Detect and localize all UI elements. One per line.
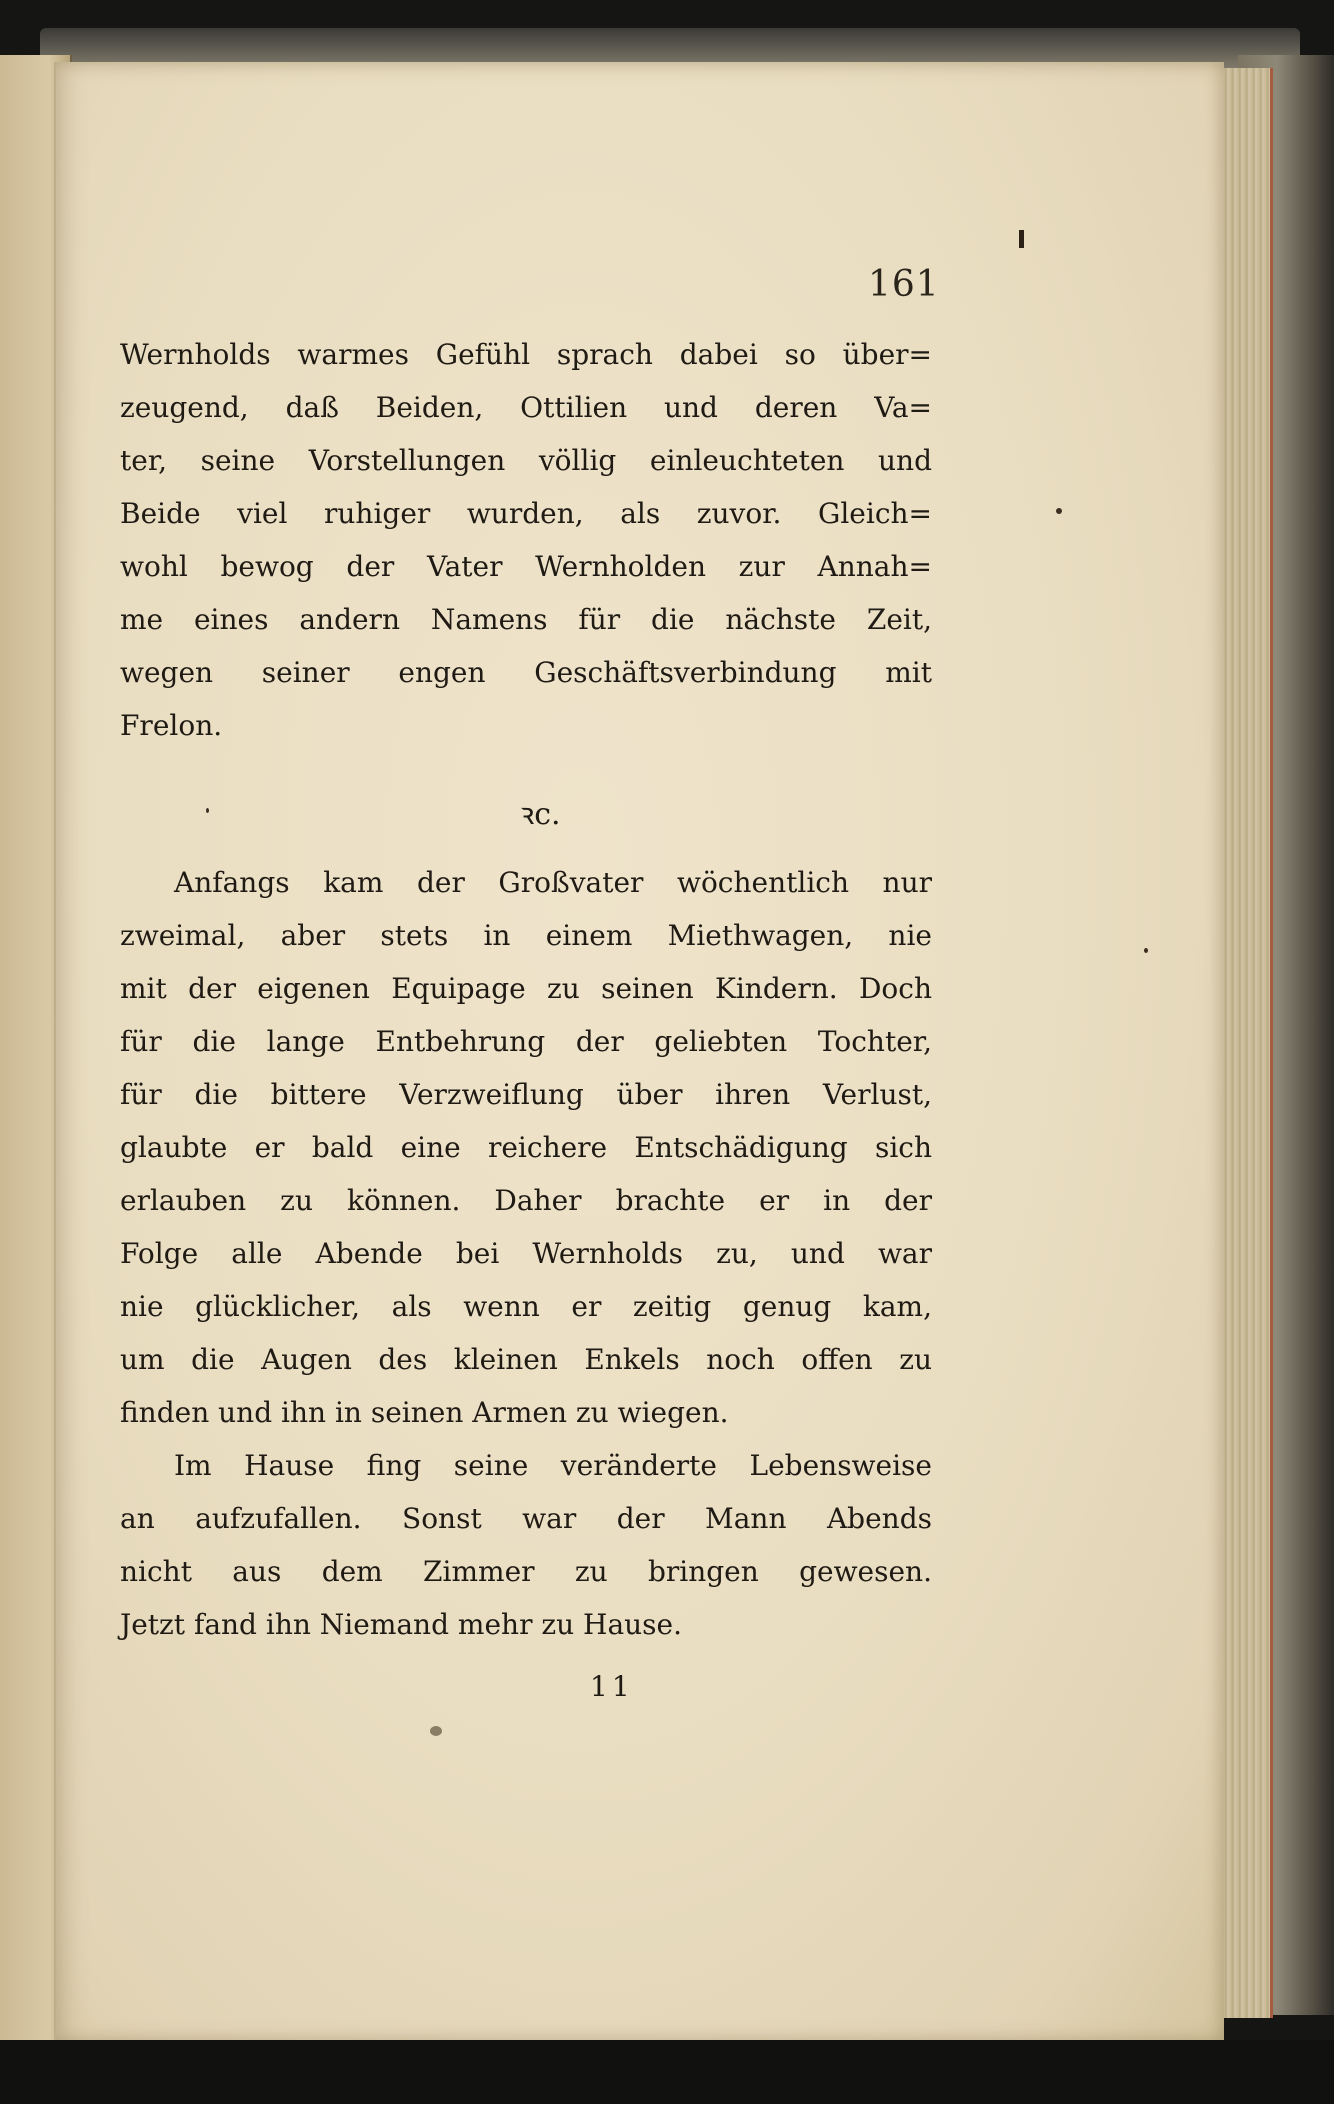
text-line: an aufzufallen. Sonst war der Mann Abends [120,1502,932,1535]
text-line: für die lange Entbehrung der geliebten Tochter, [120,1025,932,1058]
ink-speck [1144,948,1148,953]
text-line: Wernholds warmes Gefühl sprach dabei so über= [120,338,932,371]
page-number: 161 [868,264,940,305]
text-line: erlauben zu können. Daher brachte er in der [120,1184,932,1217]
text-line: mit der eigenen Equipage zu seinen Kindern. Doch [120,972,932,1005]
ink-mark [1019,230,1024,248]
ink-stain [430,1726,442,1736]
text-line: ter, seine Vorstellungen völlig einleuchteten und [120,444,932,477]
section-mark: ꝛc. [520,797,561,832]
text-line: Folge alle Abende bei Wernholds zu, und war [120,1237,932,1270]
text-line: nicht aus dem Zimmer zu bringen gewesen. [120,1555,932,1588]
text-line: Anfangs kam der Großvater wöchentlich nur [174,866,932,899]
text-line: glaubte er bald eine reichere Entschädigung sich [120,1131,932,1164]
text-line: wohl bewog der Vater Wernholden zur Annah= [120,550,932,583]
text-line: wegen seiner engen Geschäftsverbindung mit [120,656,932,689]
text-line: finden und ihn in seinen Armen zu wiegen. [120,1396,729,1429]
text-line: um die Augen des kleinen Enkels noch offen zu [120,1343,932,1376]
text-line: Frelon. [120,709,223,742]
page-text [120,328,932,1651]
text-line: me eines andern Namens für die nächste Zeit, [120,603,932,636]
signature-mark: 11 [590,1670,634,1703]
scan-background [0,2040,1334,2104]
text-line: Im Hause fing seine veränderte Lebensweise [174,1449,932,1482]
text-line: nie glücklicher, als wenn er zeitig genug kam, [120,1290,932,1323]
ink-speck [1056,508,1062,514]
text-line: zweimal, aber stets in einem Miethwagen, nie [120,919,932,952]
text-line: für die bittere Verzweiflung über ihren Verlust, [120,1078,932,1111]
text-line: Beide viel ruhiger wurden, als zuvor. Gleich= [120,497,932,530]
text-line: zeugend, daß Beiden, Ottilien und deren Va= [120,391,932,424]
text-line: Jetzt fand ihn Niemand mehr zu Hause. [120,1608,683,1641]
